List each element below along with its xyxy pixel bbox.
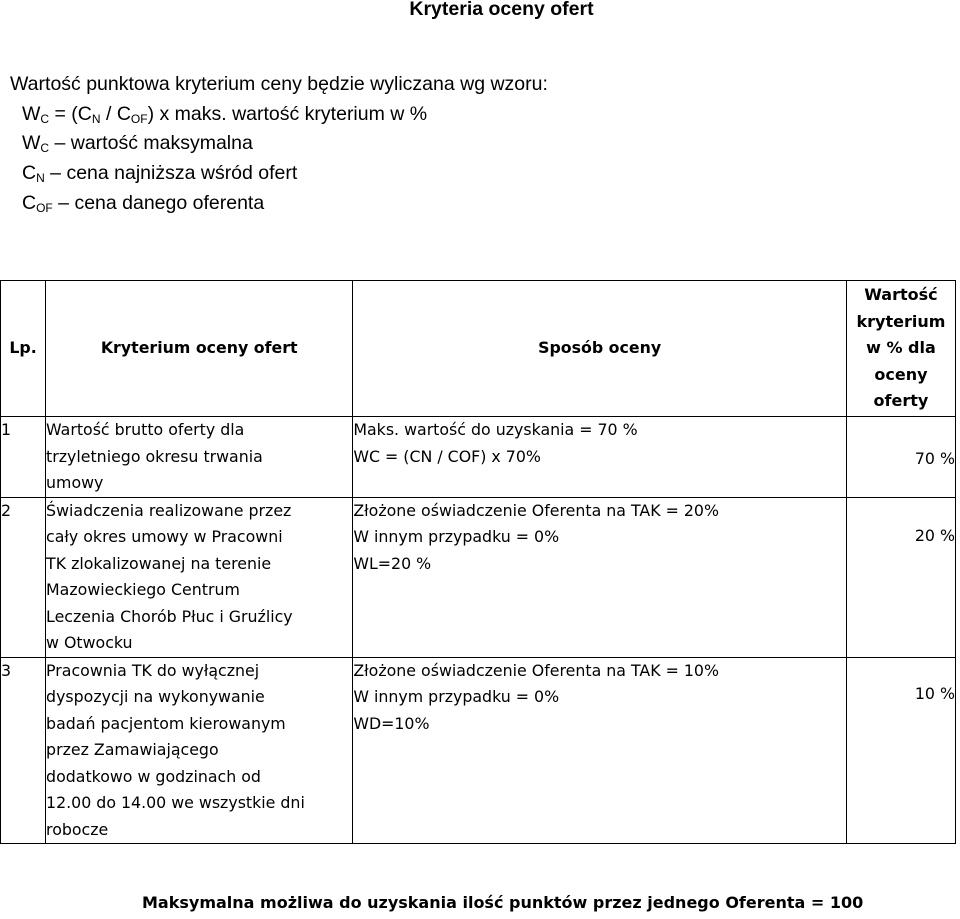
criterion-line: Pracownia TK do wyłącznej — [46, 660, 260, 680]
formula-subscript: OF — [130, 111, 148, 126]
formula-text: ) x maks. wartość kryterium w % — [147, 102, 428, 125]
row-criterion — [46, 657, 353, 844]
formula-line-4 — [10, 189, 548, 219]
formula-text: – wartość maksymalna — [49, 132, 253, 155]
formula-intro: Wartość punktowa kryterium ceny będzie wyliczana wg wzoru: — [10, 73, 548, 95]
method-line: Złożone oświadczenie Oferenta na TAK = 10% — [353, 660, 719, 680]
formula-text: C — [22, 162, 37, 185]
header-criterion: Kryterium oceny ofert — [46, 281, 353, 417]
header-method: Sposób oceny — [353, 281, 847, 417]
criterion-line: TK zlokalizowanej na terenie — [46, 553, 272, 573]
row-criterion — [46, 417, 353, 498]
formula-text: C — [22, 191, 37, 214]
page-title: Kryteria oceny ofert — [409, 0, 594, 20]
formula-subscript: N — [36, 171, 45, 186]
formula-line-2 — [10, 129, 548, 159]
criterion-line: dodatkowo w godzinach od — [46, 766, 261, 786]
formula-text: W — [22, 102, 41, 125]
method-line: W innym przypadku = 0% — [353, 527, 560, 546]
header-value-line: oferty — [873, 391, 929, 411]
criterion-line: przez Zamawiającego — [46, 740, 219, 759]
row-value: 20 % — [846, 497, 955, 657]
row-method — [353, 497, 847, 657]
row-criterion — [46, 497, 353, 657]
header-value-line: oceny — [874, 364, 928, 384]
header-lp: Lp. — [1, 281, 46, 417]
formula-subscript: C — [40, 111, 50, 126]
row-value: 10 % — [846, 657, 955, 844]
criterion-line: Świadczenia realizowane przez — [46, 500, 292, 520]
criterion-line: w Otwocku — [46, 633, 133, 652]
formula-text: – cena danego oferenta — [52, 191, 265, 214]
criteria-table — [0, 280, 956, 844]
table-row — [1, 657, 956, 844]
table-row — [1, 417, 956, 498]
formula-line-3 — [10, 159, 548, 189]
formula-text: – cena najniższa wśród ofert — [44, 162, 298, 185]
criterion-line: Wartość brutto oferty dla — [46, 420, 245, 439]
formula-text: / C — [100, 102, 131, 125]
header-value — [846, 281, 955, 417]
method-line: Złożone oświadczenie Oferenta na TAK = 20% — [353, 500, 719, 520]
criterion-line: dyspozycji na wykonywanie — [46, 687, 265, 706]
max-points-note: Maksymalna możliwa do uzyskania ilość punktów przez jednego Oferenta = 100 — [142, 893, 864, 912]
header-value-line: kryterium — [856, 311, 946, 331]
table-header-row — [1, 281, 956, 417]
criterion-line: robocze — [46, 819, 109, 839]
criterion-line: 12.00 do 14.00 we wszystkie dni — [46, 793, 305, 812]
formula-subscript: N — [91, 111, 101, 126]
method-line: WL=20 % — [353, 553, 432, 573]
table-row — [1, 497, 956, 657]
row-number: 1 — [1, 417, 46, 498]
row-number: 2 — [1, 497, 46, 657]
formula-text: W — [22, 132, 41, 155]
criterion-line: badań pacjentom kierowanym — [46, 713, 286, 733]
formula-line-1 — [10, 100, 548, 130]
criterion-line: cały okres umowy w Pracowni — [46, 527, 283, 546]
header-value-line: Wartość — [864, 285, 938, 305]
criterion-line: Mazowieckiego Centrum — [46, 580, 240, 599]
row-number: 3 — [1, 657, 46, 844]
row-value: 70 % — [846, 417, 955, 498]
criterion-line: umowy — [46, 473, 104, 492]
formula-block — [10, 70, 548, 219]
row-method — [353, 657, 847, 844]
method-line: WD=10% — [353, 713, 430, 733]
formula-subscript: OF — [36, 200, 53, 215]
method-line: WC = (CN / COF) x 70% — [353, 446, 541, 466]
row-method — [353, 417, 847, 498]
formula-subscript: C — [40, 141, 50, 156]
header-value-line: w % dla — [866, 338, 936, 358]
method-line: Maks. wartość do uzyskania = 70 % — [353, 420, 638, 439]
criterion-line: Leczenia Chorób Płuc i Gruźlicy — [46, 606, 293, 626]
method-line: W innym przypadku = 0% — [353, 687, 560, 706]
criterion-line: trzyletniego okresu trwania — [46, 446, 263, 466]
formula-text: = (C — [49, 102, 92, 125]
